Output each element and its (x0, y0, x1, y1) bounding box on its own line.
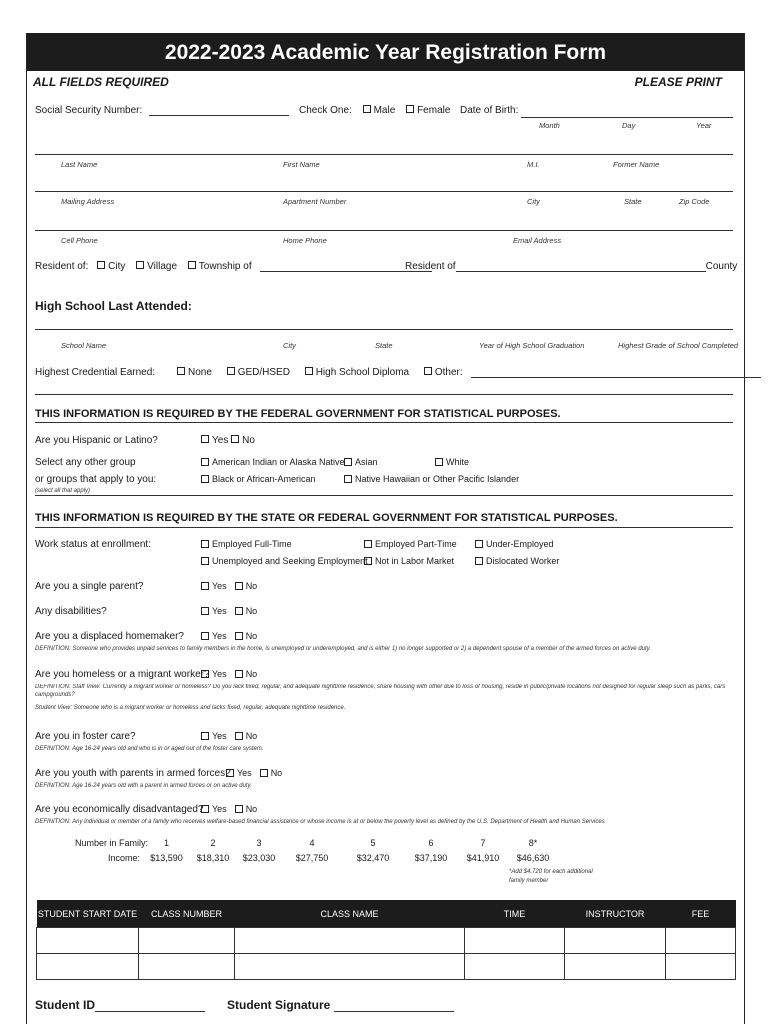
homemaker-no-checkbox[interactable] (235, 632, 243, 640)
under-employed-label: Under-Employed (486, 539, 554, 549)
family-size: 6 (428, 838, 434, 848)
resident-of-label: Resident of: (35, 261, 89, 272)
course-table-header (37, 900, 736, 928)
address-field-line[interactable] (35, 191, 733, 192)
income-label: Income: (108, 853, 141, 863)
male-label: Male (373, 105, 396, 116)
column-header: INSTRUCTOR (565, 900, 666, 928)
foster-no-checkbox[interactable] (235, 732, 243, 740)
column-header: STUDENT START DATE (37, 900, 139, 928)
income-footnote-1: *Add $4,720 for each additional (509, 869, 593, 875)
state-heading: THIS INFORMATION IS REQUIRED BY THE STATE OR FEDERAL GOVERNMENT FOR STATISTICAL PURPOSES. (35, 512, 618, 524)
female-label: Female (417, 105, 451, 116)
table-cell[interactable] (666, 954, 736, 980)
column-header: FEE (666, 900, 736, 928)
student-id-label: Student ID (35, 998, 95, 1012)
foster-question: Are you in foster care? (35, 731, 136, 742)
resident-of-county-label: Resident of (405, 261, 456, 272)
apartment-caption: Apartment Number (283, 197, 347, 206)
table-cell[interactable] (139, 954, 235, 980)
ssn-label: Social Security Number: (35, 105, 143, 116)
income-value: $18,310 (196, 853, 230, 863)
family-label: Number in Family: (75, 838, 149, 848)
mi-caption: M.I. (527, 160, 540, 169)
asian-checkbox[interactable] (344, 458, 352, 466)
hawaiian-label: Native Hawaiian or Other Pacific Islander (355, 474, 520, 484)
single-parent-no-checkbox[interactable] (235, 582, 243, 590)
year-grad-caption: Year of High School Graduation (479, 341, 585, 350)
income-value: $46,630 (516, 853, 550, 863)
income-value: $23,030 (242, 853, 276, 863)
none-label: None (188, 367, 212, 378)
work-status-label: Work status at enrollment: (35, 539, 151, 550)
family-size: 2 (210, 838, 216, 848)
homeless-no-label: No (245, 669, 258, 679)
hispanic-no-label: No (242, 435, 255, 446)
credential-label: Highest Credential Earned: (35, 367, 156, 378)
income-footnote-2: family member (509, 878, 549, 884)
foster-yes-label: Yes (212, 731, 227, 741)
family-size: 4 (309, 838, 315, 848)
table-cell[interactable] (565, 928, 666, 954)
female-checkbox[interactable] (406, 105, 414, 113)
res-village-label: Village (147, 261, 178, 272)
other-field[interactable] (471, 367, 761, 378)
foster-no-label: No (245, 731, 258, 741)
former-name-caption: Former Name (613, 160, 660, 169)
table-cell[interactable] (139, 928, 235, 954)
hawaiian-checkbox[interactable] (344, 475, 352, 483)
white-label: White (446, 457, 470, 467)
federal-heading-rule (35, 422, 733, 423)
res-city-checkbox[interactable] (97, 261, 105, 269)
group-note: (select all that apply) (35, 488, 91, 494)
student-id-field[interactable] (95, 1001, 205, 1012)
family-size-row (143, 838, 558, 848)
phone-field-line[interactable] (35, 230, 733, 231)
income-value: $32,470 (356, 853, 390, 863)
armed-no-label: No (270, 768, 283, 778)
disabilities-yes-checkbox[interactable] (201, 607, 209, 615)
under-employed-checkbox[interactable] (475, 540, 483, 548)
white-checkbox[interactable] (435, 458, 443, 466)
diploma-label: High School Diploma (315, 367, 410, 378)
please-print: PLEASE PRINT (634, 75, 722, 89)
family-size: 7 (480, 838, 486, 848)
homemaker-no-label: No (245, 631, 258, 641)
state-heading-rule (35, 527, 733, 528)
county-label: County (705, 261, 738, 272)
black-checkbox[interactable] (201, 475, 209, 483)
res-village-checkbox[interactable] (136, 261, 144, 269)
disabilities-no-checkbox[interactable] (235, 607, 243, 615)
econ-yes-label: Yes (212, 804, 227, 814)
hispanic-no-checkbox[interactable] (231, 435, 239, 443)
homeless-definition-3: Student View: Someone who is a migrant worker or homeless and lacks fixed, regular, adequate nighttime residence. (35, 705, 346, 711)
res-township-checkbox[interactable] (188, 261, 196, 269)
homeless-yes-checkbox[interactable] (201, 670, 209, 678)
mailing-address-caption: Mailing Address (61, 197, 115, 206)
first-name-caption: First Name (283, 160, 320, 169)
economic-question: Are you economically disadvantaged? (35, 804, 204, 815)
econ-no-checkbox[interactable] (235, 805, 243, 813)
month-caption: Month (539, 121, 560, 130)
hispanic-question: Are you Hispanic or Latino? (35, 435, 158, 446)
homemaker-question: Are you a displaced homemaker? (35, 631, 184, 642)
employed-ft-checkbox[interactable] (201, 540, 209, 548)
email-caption: Email Address (513, 236, 562, 245)
ssn-field[interactable] (149, 105, 289, 116)
federal-heading: THIS INFORMATION IS REQUIRED BY THE FEDERAL GOVERNMENT FOR STATISTICAL PURPOSES. (35, 408, 561, 420)
table-cell[interactable] (465, 928, 565, 954)
all-fields-required: ALL FIELDS REQUIRED (33, 75, 169, 89)
unemployed-label: Unemployed and Seeking Employment (212, 556, 368, 566)
asian-label: Asian (355, 457, 378, 467)
registration-form (26, 33, 745, 1024)
homeless-definition-1: DEFINITION: Staff View: Currently a migrant worker or homeless? Do you lack fixed, regular, and adequate nighttime residence, share housing with other due to loss of housing, reside in public/private locations not designed for regular sleep such as parks, cars (35, 684, 726, 690)
ged-label: GED/HSED (237, 367, 290, 378)
table-cell[interactable] (235, 954, 465, 980)
foster-definition: DEFINITION: Age 16-24 years old and who is in or aged out of the foster care system. (35, 746, 264, 752)
disabilities-yes-label: Yes (212, 606, 227, 616)
column-header: CLASS NUMBER (139, 900, 235, 928)
single-parent-yes-label: Yes (212, 581, 227, 591)
divider (35, 394, 733, 395)
table-row (37, 928, 736, 954)
table-cell[interactable] (465, 954, 565, 980)
employed-pt-label: Employed Part-Time (375, 539, 457, 549)
column-header: CLASS NAME (235, 900, 465, 928)
divider (35, 495, 733, 496)
res-township-label: Township of (198, 261, 252, 272)
diploma-checkbox[interactable] (305, 367, 313, 375)
employed-pt-checkbox[interactable] (364, 540, 372, 548)
employed-ft-label: Employed Full-Time (212, 539, 292, 549)
income-value: $37,190 (414, 853, 448, 863)
table-cell[interactable] (235, 928, 465, 954)
name-field-line[interactable] (35, 154, 733, 155)
economic-definition: DEFINITION: Any individual or member of a family who receives welfare-based financial assistance or whose income is at or below the poverty level as defined by the U.S. Department of Health and Human Services (35, 819, 605, 825)
homemaker-definition: DEFINITION: Someone who provides unpaid services to family members in the home, is unemployed or underemployed, and is either 1) no longer supported or 2) a dependent spouse of a member of the armed forces on active duty. (35, 646, 651, 652)
income-value: $27,750 (295, 853, 329, 863)
family-size: 3 (256, 838, 262, 848)
not-in-labor-label: Not in Labor Market (375, 556, 455, 566)
dislocated-label: Dislocated Worker (486, 556, 560, 566)
econ-no-label: No (245, 804, 258, 814)
year-caption: Year (696, 121, 712, 130)
male-checkbox[interactable] (363, 105, 371, 113)
family-size: 1 (163, 838, 169, 848)
homeless-question: Are you homeless or a migrant worker? (35, 669, 210, 680)
armed-no-checkbox[interactable] (260, 769, 268, 777)
single-parent-question: Are you a single parent? (35, 581, 144, 592)
cell-phone-caption: Cell Phone (61, 236, 98, 245)
zip-caption: Zip Code (679, 197, 710, 206)
not-in-labor-checkbox[interactable] (364, 557, 372, 565)
home-phone-caption: Home Phone (283, 236, 327, 245)
last-name-caption: Last Name (61, 160, 98, 169)
armed-yes-checkbox[interactable] (226, 769, 234, 777)
unemployed-checkbox[interactable] (201, 557, 209, 565)
res-city-label: City (108, 261, 126, 272)
hispanic-yes-label: Yes (212, 435, 229, 446)
homemaker-yes-checkbox[interactable] (201, 632, 209, 640)
other-checkbox[interactable] (424, 367, 432, 375)
state-caption: State (624, 197, 642, 206)
table-row (37, 954, 736, 980)
armed-yes-label: Yes (237, 768, 252, 778)
single-parent-yes-checkbox[interactable] (201, 582, 209, 590)
econ-yes-checkbox[interactable] (201, 805, 209, 813)
column-header: TIME (465, 900, 565, 928)
form-title: 2022-2023 Academic Year Registration Form (27, 33, 744, 71)
table-cell[interactable] (37, 954, 139, 980)
city-caption: City (527, 197, 540, 206)
homemaker-yes-label: Yes (212, 631, 227, 641)
group-question-line1: Select any other group (35, 457, 136, 468)
student-signature-field[interactable] (334, 1001, 454, 1012)
homeless-definition-2: campgrounds? (35, 692, 75, 698)
school-state-caption: State (375, 341, 393, 350)
school-field-line[interactable] (35, 329, 733, 330)
course-table (36, 900, 736, 980)
high-school-heading: High School Last Attended: (35, 299, 192, 313)
table-cell[interactable] (666, 928, 736, 954)
black-label: Black or African-American (212, 474, 316, 484)
check-one-label: Check One: (299, 105, 352, 116)
family-size: 5 (370, 838, 376, 848)
family-size: 8* (528, 838, 538, 848)
armed-definition: DEFINITION: Age 16-24 years old with a parent in armed forces or on active duty. (35, 783, 252, 789)
other-label: Other: (434, 367, 463, 378)
homeless-no-checkbox[interactable] (235, 670, 243, 678)
dislocated-checkbox[interactable] (475, 557, 483, 565)
amer-indian-checkbox[interactable] (201, 458, 209, 466)
ged-checkbox[interactable] (227, 367, 235, 375)
homeless-yes-label: Yes (212, 669, 227, 679)
county-field[interactable] (456, 261, 706, 272)
table-cell[interactable] (37, 928, 139, 954)
disabilities-no-label: No (245, 606, 258, 616)
disabilities-question: Any disabilities? (35, 606, 107, 617)
single-parent-no-label: No (245, 581, 258, 591)
hispanic-yes-checkbox[interactable] (201, 435, 209, 443)
group-question-line2: or groups that apply to you: (35, 474, 157, 485)
day-caption: Day (622, 121, 636, 130)
school-name-caption: School Name (61, 341, 107, 350)
foster-yes-checkbox[interactable] (201, 732, 209, 740)
income-row (143, 853, 558, 863)
table-cell[interactable] (565, 954, 666, 980)
student-signature-label: Student Signature (227, 998, 331, 1012)
armed-forces-question: Are you youth with parents in armed forces? (35, 768, 231, 779)
none-checkbox[interactable] (177, 367, 185, 375)
amer-indian-label: American Indian or Alaska Native (212, 457, 345, 467)
dob-label: Date of Birth: (460, 105, 519, 116)
dob-field[interactable] (521, 117, 733, 118)
highest-grade-caption: Highest Grade of School Completed (618, 341, 739, 350)
income-value: $13,590 (150, 853, 183, 863)
income-value: $41,910 (466, 853, 500, 863)
school-city-caption: City (283, 341, 296, 350)
